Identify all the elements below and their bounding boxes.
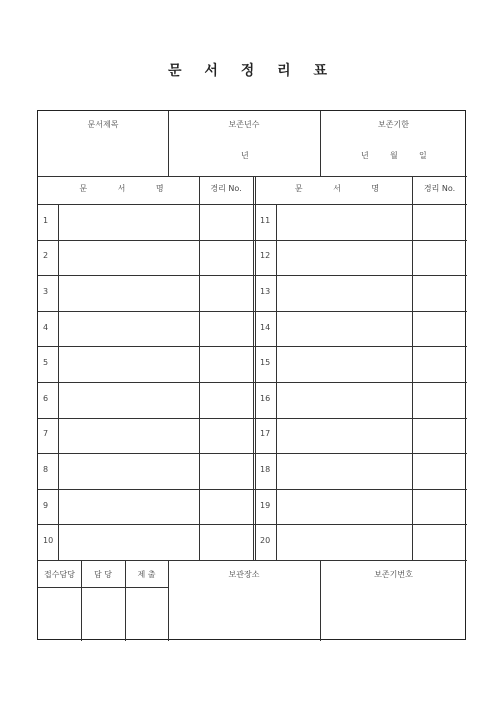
left-doc-name-header: 문 서 명: [79, 184, 178, 193]
row-number-right: 17: [260, 429, 271, 439]
row-divider: [38, 524, 467, 525]
retention-deadline-label: 보존기한: [378, 120, 409, 129]
storage-place-label: 보관장소: [228, 570, 260, 579]
row-divider: [38, 382, 467, 383]
deadline-day-unit: 일: [419, 151, 427, 160]
row-number-right: 11: [260, 215, 271, 225]
row-number-right: 19: [260, 500, 271, 510]
document-form-table: [37, 110, 466, 640]
row-number-left: 8: [43, 465, 49, 474]
row-number-right: 18: [260, 465, 271, 474]
row-divider: [38, 240, 467, 241]
row-number-right: 13: [260, 287, 271, 296]
doc-title-label: 문서제목: [87, 120, 119, 129]
deadline-month-unit: 월: [390, 151, 398, 160]
left-ref-col-line: [199, 176, 200, 560]
row-divider: [38, 453, 467, 454]
storage-box-label: 보존기번호: [374, 570, 413, 579]
row-number-right: 14: [260, 322, 271, 332]
center-divider-line-a: [253, 176, 254, 560]
retention-years-unit: 년: [241, 151, 249, 160]
in-charge-label: 담 당: [94, 570, 112, 579]
row-divider: [38, 418, 467, 419]
row-number-right: 16: [260, 393, 271, 403]
row-number-right: 20: [260, 536, 271, 546]
row-divider: [38, 489, 467, 490]
row-number-left: 1: [43, 215, 49, 225]
row-divider: [38, 275, 467, 276]
row-number-right: 15: [260, 358, 271, 368]
row-divider: [38, 311, 467, 312]
right-ref-no-header: 경리 No.: [423, 184, 456, 193]
left-ref-no-header: 경리 No.: [210, 184, 242, 193]
row-number-left: 10: [43, 536, 54, 546]
row-number-left: 9: [43, 500, 49, 510]
row-number-left: 2: [43, 251, 49, 261]
row-number-left: 5: [43, 358, 49, 368]
row-number-left: 4: [43, 322, 49, 332]
row-number-left: 6: [43, 393, 49, 403]
row-number-left: 3: [43, 287, 49, 296]
submit-label: 제 출: [137, 570, 156, 579]
right-doc-name-header: 문 서 명: [294, 184, 394, 193]
deadline-year-unit: 년: [361, 151, 369, 160]
center-divider-line-b: [255, 176, 256, 560]
footer-label-divider: [38, 587, 168, 588]
retention-years-label: 보존년수: [228, 120, 260, 129]
page-title: 문 서 정 리 표: [167, 63, 337, 79]
footer-divider: [38, 560, 467, 561]
row-number-right: 12: [260, 251, 271, 261]
row-number-left: 7: [43, 429, 49, 439]
row-divider: [38, 346, 467, 347]
right-ref-col-line: [412, 176, 413, 560]
receipt-label: 접수담당: [44, 570, 75, 579]
